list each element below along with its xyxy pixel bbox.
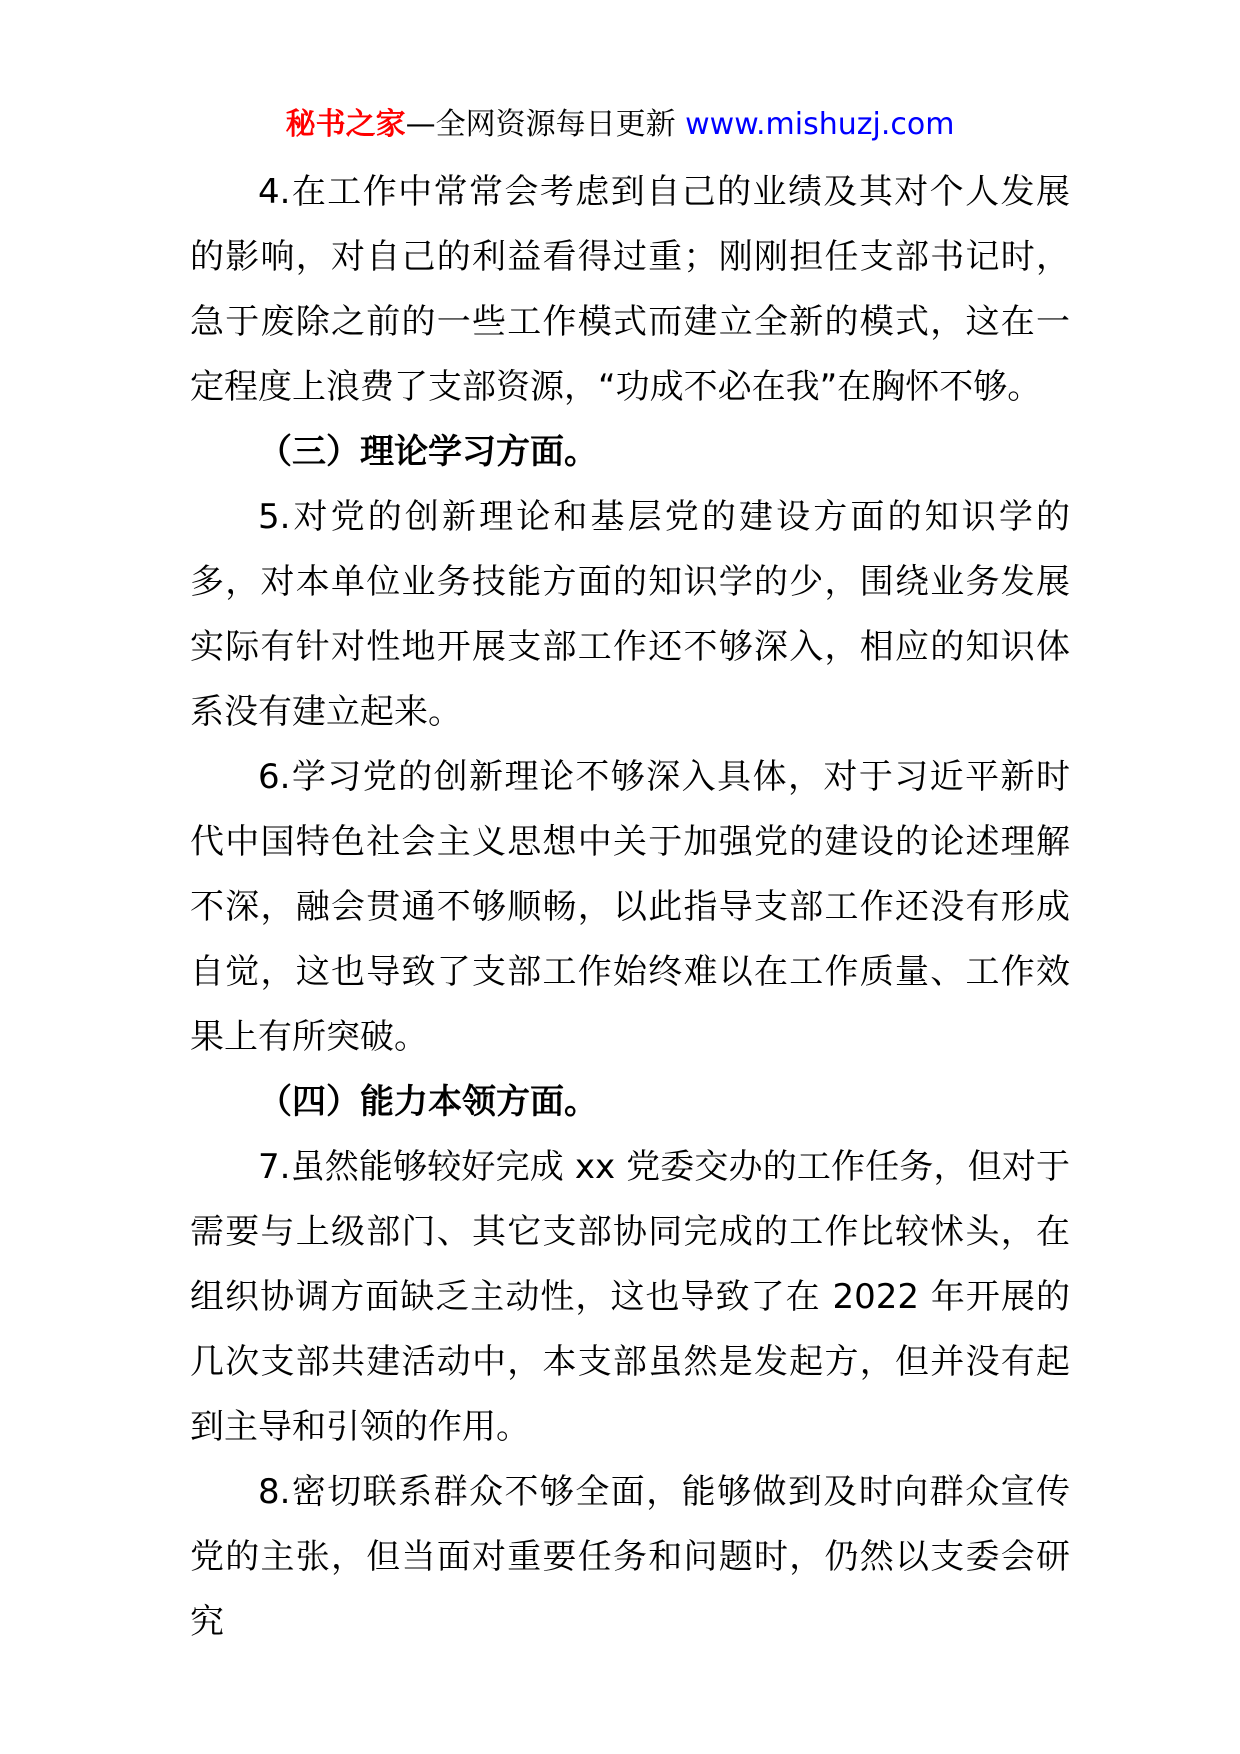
site-header — [0, 100, 1240, 150]
section-heading-ability: （四）能力本领方面。 — [258, 1082, 598, 1122]
header-tagline: —全网资源每日更新 — [405, 107, 676, 142]
site-url-link[interactable]: www.mishuzj.com — [685, 107, 955, 142]
paragraph-4: 4.在工作中常常会考虑到自己的业绩及其对个人发展的影响，对自己的利益看得过重；刚刚担任支部书记时，急于废除之前的一些工作模式而建立全新的模式，这在一定程度上浪费了支部资源，“功成不必在我”在胸怀不够。 — [190, 172, 1070, 407]
paragraph-5: 5.对党的创新理论和基层党的建设方面的知识学的多，对本单位业务技能方面的知识学的少，围绕业务发展实际有针对性地开展支部工作还不够深入，相应的知识体系没有建立起来。 — [190, 497, 1070, 732]
paragraph-8: 8.密切联系群众不够全面，能够做到及时向群众宣传党的主张，但当面对重要任务和问题时，仍然以支委会研究 — [190, 1472, 1070, 1642]
paragraph-6: 6.学习党的创新理论不够深入具体，对于习近平新时代中国特色社会主义思想中关于加强党的建设的论述理解不深，融会贯通不够顺畅，以此指导支部工作还没有形成自觉，这也导致了支部工作始终难以在工作质量、工作效果上有所突破。 — [190, 757, 1070, 1057]
brand-name: 秘书之家 — [285, 107, 406, 142]
document-body — [190, 160, 1070, 1655]
paragraph-7: 7.虽然能够较好完成 xx 党委交办的工作任务，但对于需要与上级部门、其它支部协同完成的工作比较怵头，在组织协调方面缺乏主动性，这也导致了在 2022 年开展的几次支部共建活动中，本支部虽然是发起方，但并没有起到主导和引领的作用。 — [190, 1147, 1070, 1447]
section-heading-theory-study: （三）理论学习方面。 — [258, 432, 598, 472]
